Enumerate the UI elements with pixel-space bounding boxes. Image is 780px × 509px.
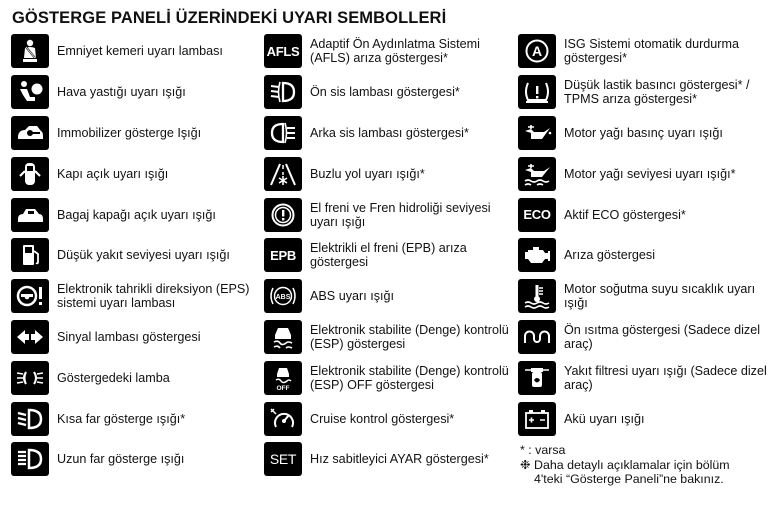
item-label: Arka sis lambası göstergesi* — [310, 125, 469, 140]
item-label: Kısa far gösterge ışığı* — [57, 411, 186, 426]
item-label: Kapı açık uyarı ışığı — [57, 166, 169, 181]
list-item — [518, 398, 768, 439]
list-item — [264, 398, 509, 439]
list-item — [518, 357, 768, 398]
glow-plug-icon — [518, 320, 556, 354]
svg-text:A: A — [531, 43, 543, 60]
item-label: Adaptif Ön Aydınlatma Sistemi (AFLS) arıza göstergesi* — [310, 37, 480, 66]
high-beam-icon — [11, 442, 49, 476]
list-item — [518, 72, 768, 113]
item-label: Akü uyarı ışığı — [564, 411, 645, 426]
reference-symbol: ❉ — [520, 457, 531, 472]
cruise-control-icon — [264, 402, 302, 436]
epb-icon: EPB — [264, 238, 302, 272]
column-2 — [264, 31, 509, 480]
item-label: Elektronik tahrikli direksiyon (EPS) sistemi uyarı lambası — [57, 282, 250, 311]
list-item — [11, 398, 256, 439]
isg-icon — [518, 34, 556, 68]
list-item — [518, 317, 768, 358]
item-label: ISG Sistemi otomatik durdurma göstergesi* — [564, 37, 739, 66]
low-beam-icon — [11, 402, 49, 436]
list-item — [518, 113, 768, 154]
footnote-reference-text: Daha detaylı açıklamalar için bölüm 4'teki “Gösterge Paneli”ne bakınız. — [534, 457, 730, 486]
eco-icon: ECO — [518, 198, 556, 232]
svg-text:ABS: ABS — [275, 294, 291, 302]
item-label: Motor soğutma suyu sıcaklık uyarı ışığı — [564, 282, 756, 311]
front-fog-icon — [264, 75, 302, 109]
tpms-icon — [518, 75, 556, 109]
list-item — [11, 276, 256, 317]
list-item — [518, 235, 768, 276]
list-item — [264, 317, 509, 358]
turn-signal-icon — [11, 320, 49, 354]
item-label: Buzlu yol uyarı ışığı* — [310, 166, 425, 181]
set-icon: SET — [264, 442, 302, 476]
list-item — [11, 153, 256, 194]
oil-level-icon — [518, 157, 556, 191]
steering-warning-icon — [11, 279, 49, 313]
brake-warning-icon — [264, 198, 302, 232]
engine-check-icon — [518, 238, 556, 272]
immobilizer-icon — [11, 116, 49, 150]
item-label: El freni ve Fren hidroliği seviyesi uyarı ışığı — [310, 200, 491, 229]
item-label: Motor yağı basınç uyarı ışığı — [564, 125, 723, 140]
esp-icon — [264, 320, 302, 354]
list-item — [11, 194, 256, 235]
list-item — [11, 235, 256, 276]
item-label: Yakıt filtresi uyarı ışığı (Sadece dizel araç) — [564, 363, 767, 392]
position-lamp-icon — [11, 361, 49, 395]
icy-road-icon — [264, 157, 302, 191]
airbag-icon — [11, 75, 49, 109]
list-item — [11, 439, 256, 480]
list-item — [518, 194, 768, 235]
footnote-optional: * : varsa — [520, 443, 566, 457]
seatbelt-icon — [11, 34, 49, 68]
item-label: Bagaj kapağı açık uyarı ışığı — [57, 207, 216, 222]
list-item — [264, 276, 509, 317]
column-3 — [518, 31, 768, 439]
oil-pressure-icon — [518, 116, 556, 150]
list-item — [264, 72, 509, 113]
item-label: Arıza göstergesi — [564, 248, 655, 263]
coolant-temp-icon — [518, 279, 556, 313]
rear-fog-icon — [264, 116, 302, 150]
item-label: Elektrikli el freni (EPB) arıza göstergesi — [310, 241, 467, 270]
item-label: Immobilizer gösterge Işığı — [57, 125, 202, 140]
item-label: Aktif ECO göstergesi* — [564, 207, 686, 222]
afls-icon: AFLS — [264, 34, 302, 68]
item-label: Hız sabitleyici AYAR göstergesi* — [310, 452, 489, 467]
svg-text:OFF: OFF — [276, 384, 290, 391]
item-label: Düşük yakıt seviyesi uyarı ışığı — [57, 248, 230, 263]
list-item — [264, 439, 509, 480]
list-item — [264, 235, 509, 276]
abs-icon — [264, 279, 302, 313]
fuel-pump-icon — [11, 238, 49, 272]
item-label: Elektronik stabilite (Denge) kontrolü (ESP) OFF göstergesi — [310, 363, 509, 392]
item-label: Cruise kontrol göstergesi* — [310, 411, 455, 426]
item-label: Ön sis lambası göstergesi* — [310, 85, 460, 100]
fuel-filter-icon — [518, 361, 556, 395]
list-item — [264, 357, 509, 398]
footnote-reference — [520, 458, 760, 487]
item-label: Ön ısıtma göstergesi (Sadece dizel araç) — [564, 322, 760, 351]
list-item — [264, 153, 509, 194]
list-item — [518, 276, 768, 317]
door-open-icon — [11, 157, 49, 191]
item-label: ABS uyarı ışığı — [310, 289, 394, 304]
item-label: Emniyet kemeri uyarı lambası — [57, 44, 223, 59]
item-label: Motor yağı seviyesi uyarı ışığı* — [564, 166, 736, 181]
list-item — [11, 317, 256, 358]
trunk-open-icon — [11, 198, 49, 232]
list-item — [264, 194, 509, 235]
list-item — [264, 113, 509, 154]
list-item — [518, 31, 768, 72]
list-item — [11, 72, 256, 113]
list-item — [518, 153, 768, 194]
list-item — [11, 113, 256, 154]
item-label: Düşük lastik basıncı göstergesi* / TPMS arıza göstergesi* — [564, 78, 750, 107]
battery-icon — [518, 402, 556, 436]
item-label: Elektronik stabilite (Denge) kontrolü (ESP) göstergesi — [310, 322, 509, 351]
column-1 — [11, 31, 256, 480]
page-title: GÖSTERGE PANELİ ÜZERİNDEKİ UYARI SEMBOLLERİ — [12, 9, 447, 27]
list-item — [11, 357, 256, 398]
list-item — [11, 31, 256, 72]
item-label: Sinyal lambası göstergesi — [57, 329, 201, 344]
item-label: Hava yastığı uyarı ışığı — [57, 85, 186, 100]
item-label: Uzun far gösterge ışığı — [57, 452, 185, 467]
item-label: Göstergedeki lamba — [57, 370, 170, 385]
list-item — [264, 31, 509, 72]
esp-off-icon — [264, 361, 302, 395]
footnotes — [520, 443, 760, 487]
